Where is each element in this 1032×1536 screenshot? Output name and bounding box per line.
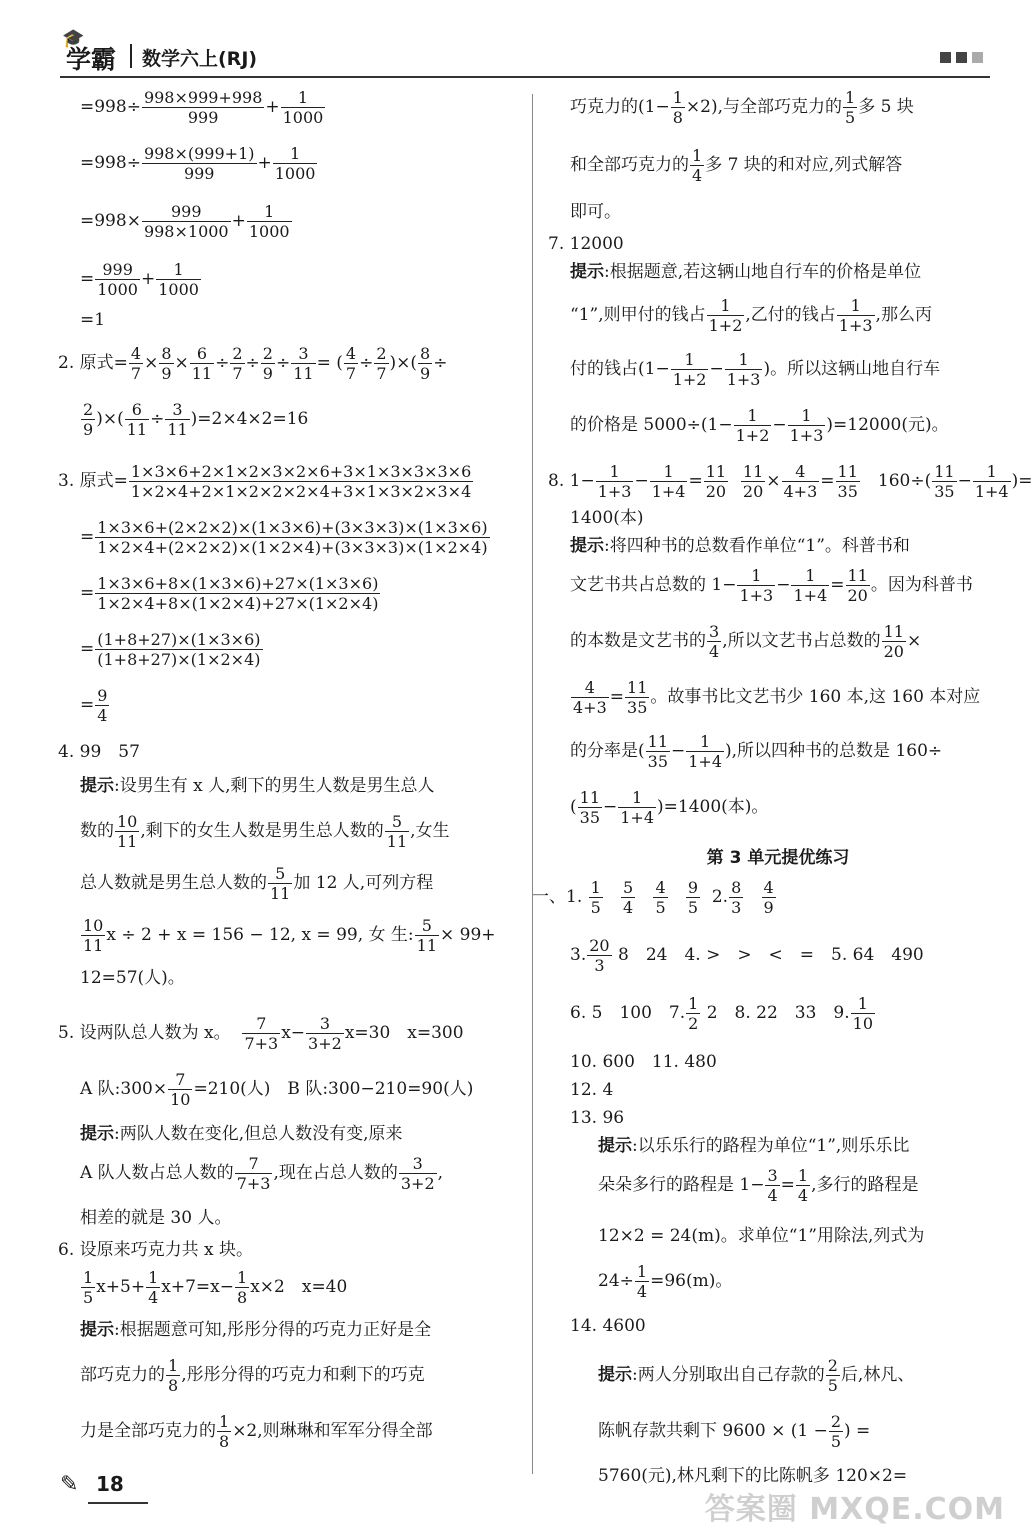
question-8: 8. 1− $\frac{1}{1+3}$ − $\frac{1}{1+4}$ = $\frac{11}{20}$ $\frac{11}{20}$ × $\frac{4}{4+3}$ = $\frac{11}{35}$ 160÷( $\frac{11}{35}$ − $\frac{1}{1+4}$ )= <box>548 462 1032 501</box>
hint-line: 文艺书共占总数的 1− $\frac{1}{1+3}$ − $\frac{1}{1+4}$ = $\frac{11}{20}$ 。因为科普书 <box>570 566 973 605</box>
hint-line: 陈帆存款共剩下 9600 × (1 − $\frac{2}{5}$ ) = <box>598 1412 871 1451</box>
calc-line: $\frac{1}{5}$ x+5+ $\frac{1}{4}$ x+7=x− $\frac{1}{8}$ x×2 x=40 <box>83 1268 348 1307</box>
fraction: $\frac{1}{1000}$ <box>282 88 324 127</box>
hint-line: 的本数是文艺书的 $\frac{3}{4}$ ,所以文艺书占总数的 $\frac{11}{20}$ × <box>570 622 922 661</box>
pencil-icon: ✎ <box>60 1472 79 1497</box>
question-2-cont: $\frac{2}{9}$ )×( $\frac{6}{11}$ ÷ $\frac{3}{11}$ )=2×4×2=16 <box>83 400 309 439</box>
hint-line: 的价格是 5000÷(1− $\frac{1}{1+2}$ − $\frac{1}{1+3}$ )=12000(元)。 <box>570 406 949 445</box>
header-square-icon <box>956 52 967 63</box>
answer-line: 14. 4600 <box>570 1316 646 1336</box>
footer-rule <box>88 1502 148 1504</box>
hint: 提示:设男生有 x 人,剩下的男生人数是男生总人 <box>80 776 435 796</box>
question-4: 4. 99 57 <box>58 742 140 762</box>
hint-line: 和全部巧克力的 $\frac{1}{4}$ 多 7 块的和对应,列式解答 <box>570 146 903 185</box>
calc-line: =998÷ $\frac{998\times 999+998}{999}$ + $\frac{1}{1000}$ <box>80 88 324 127</box>
header-rule <box>60 76 990 78</box>
header-divider <box>130 44 132 68</box>
answer-line: 12. 4 <box>570 1080 614 1100</box>
answer-line: 3. $\frac{20}{3}$ 8 24 4. > > < = 5. 64 490 <box>570 936 924 975</box>
page-header <box>60 28 990 78</box>
hint-line: 部巧克力的 $\frac{1}{8}$ ,彤彤分得的巧克力和剩下的巧克 <box>80 1356 425 1395</box>
hint-line: 巧克力的(1− $\frac{1}{8}$ ×2),与全部巧克力的 $\frac{1}{5}$ 多 5 块 <box>570 88 914 127</box>
graduation-cap-icon: 🎓 <box>62 28 85 49</box>
hint-line: 朵朵多行的路程是 1− $\frac{3}{4}$ = $\frac{1}{4}$ ,多行的路程是 <box>598 1166 919 1205</box>
hint-line: “1”,则甲付的钱占 $\frac{1}{1+2}$ ,乙付的钱占 $\frac{1}{1+3}$ ,那么丙 <box>570 296 932 335</box>
book-title: 数学六上(RJ) <box>142 48 258 70</box>
hint-line: 24÷ $\frac{1}{4}$ =96(m)。 <box>598 1262 733 1301</box>
answer-line: 13. 96 <box>570 1108 625 1128</box>
fraction: $\frac{1}{1000}$ <box>274 144 316 183</box>
hint-line: A 队人数占总人数的 $\frac{7}{7+3}$ ,现在占总人数的 $\frac{3}{3+2}$ , <box>80 1154 444 1193</box>
page-footer <box>60 1468 160 1508</box>
header-square-icon <box>972 52 983 63</box>
calc-line: = $\frac{1\times 3\times 6+8\times(1\times 3\times 6)+27\times(1\times 3\times 6)}{1\times 2\times 4+8\times(1\times 2\times 4)+27\times(1\times 2\times 4)}$ <box>80 574 379 613</box>
hint-line: 的分率是( $\frac{11}{35}$ − $\frac{1}{1+4}$ ),所以四种书的总数是 160÷ <box>570 732 943 771</box>
question-7: 7. 12000 <box>548 234 624 254</box>
column-divider <box>532 94 533 1474</box>
calc-line: = $\frac{1\times 3\times 6+(2\times 2\times 2)\times(1\times 3\times 6)+(3\times 3\times 3)\times(1\times 3\times 6)}{1\times 2\times 4+(2\times 2\times 2)\times(1\times 2\times 4)+(3\times 3\times 3)\times(1\times 2\times 4)}$ <box>80 518 488 557</box>
hint-line: $\frac{10}{11}$ x ÷ 2 + x = 156 − 12, x = 99, 女 生: $\frac{5}{11}$ × 99+ <box>83 916 496 955</box>
fraction: $\frac{998\times(999+1)}{999}$ <box>143 144 255 183</box>
hint: 提示:根据题意可知,彤彤分得的巧克力正好是全 <box>80 1320 432 1340</box>
hint: 提示:两人分别取出自己存款的 $\frac{2}{5}$ 后,林凡、 <box>598 1356 915 1395</box>
hint-line: ( $\frac{11}{35}$ − $\frac{1}{1+4}$ )=1400(本)。 <box>570 788 769 827</box>
calc-line: =998× $\frac{999}{998\times 1000}$ + $\frac{1}{1000}$ <box>80 202 290 241</box>
calc-line: = $\frac{999}{1000}$ + $\frac{1}{1000}$ <box>80 260 199 299</box>
calc-line: =998÷ $\frac{998\times(999+1)}{999}$ + $\frac{1}{1000}$ <box>80 144 316 183</box>
calc-line: =1 <box>80 310 106 330</box>
fraction: $\frac{999}{1000}$ <box>97 260 138 299</box>
calc-line: A 队:300× $\frac{7}{10}$ =210(人) B 队:300−210=90(人) <box>80 1070 474 1109</box>
brand-logo <box>62 28 117 76</box>
calc-line: = $\frac{(1+8+27)\times(1\times 3\times 6)}{(1+8+27)\times(1\times 2\times 4)}$ <box>80 630 261 669</box>
question-6: 6. 设原来巧克力共 x 块。 <box>58 1240 254 1260</box>
section-title: 第 3 单元提优练习 <box>706 848 850 868</box>
hint-line: 力是全部巧克力的 $\frac{1}{8}$ ×2,则琳琳和军军分得全部 <box>80 1412 433 1451</box>
hint: 提示:根据题意,若这辆山地自行车的价格是单位 <box>570 262 922 282</box>
question-5: 5. 设两队总人数为 x。 $\frac{7}{7+3}$ x− $\frac{3}{3+2}$ x=30 x=300 <box>58 1014 464 1053</box>
hint-line: 数的 $\frac{10}{11}$ ,剩下的女生人数是男生总人数的 $\frac{5}{11}$ ,女生 <box>80 812 450 851</box>
calc-line: 1400(本) <box>570 508 644 528</box>
hint-line: 总人数就是男生总人数的 $\frac{5}{11}$ 加 12 人,可列方程 <box>80 864 434 903</box>
hint: 提示:以乐乐行的路程为单位“1”,则乐乐比 <box>598 1136 910 1156</box>
hint-line: $\frac{4}{4+3}$ = $\frac{11}{35}$ 。故事书比文艺书少 160 本,这 160 本对应 <box>573 678 981 717</box>
hint-line: 12=57(人)。 <box>80 968 185 988</box>
hint-line: 12×2 = 24(m)。求单位“1”用除法,列式为 <box>598 1226 925 1246</box>
answer-line: 一、1. $\frac{1}{5}$ $\frac{5}{4}$ $\frac{4}{5}$ $\frac{9}{5}$ 2. $\frac{8}{3}$ $\frac{4}{9}$ <box>532 878 774 917</box>
logo-text: 学霸 <box>66 45 117 74</box>
calc-line: = $\frac{9}{4}$ <box>80 686 108 725</box>
hint-line: 即可。 <box>570 202 621 222</box>
hint: 提示:两队人数在变化,但总人数没有变,原来 <box>80 1124 403 1144</box>
answer-line: 6. 5 100 7. $\frac{1}{2}$ 2 8. 22 33 9. $\frac{1}{10}$ <box>570 994 873 1033</box>
header-square-icon <box>940 52 951 63</box>
right-column <box>532 88 1032 1496</box>
answer-line: 10. 600 11. 480 <box>570 1052 717 1072</box>
question-2: 2. 原式= $\frac{4}{7}$ × $\frac{8}{9}$ × $\frac{6}{11}$ ÷ $\frac{2}{7}$ ÷ $\frac{2}{9}$ ÷ $\frac{3}{11}$ = ( $\frac{4}{7}$ ÷ $\frac{2}{7}$ )×( $\frac{8}{9}$ ÷ <box>58 344 448 383</box>
hint-line: 付的钱占(1− $\frac{1}{1+2}$ − $\frac{1}{1+3}$ )。所以这辆山地自行车 <box>570 350 941 389</box>
left-column <box>58 88 518 1468</box>
hint: 提示:将四种书的总数看作单位“1”。科普书和 <box>570 536 910 556</box>
hint-line: 相差的就是 30 人。 <box>80 1208 232 1228</box>
hint-line: 5760(元),林凡剩下的比陈帆多 120×2= <box>598 1466 908 1486</box>
watermark: 答案圈 MXQE.COM <box>704 1492 1005 1527</box>
fraction: $\frac{1}{1000}$ <box>248 202 290 241</box>
fraction: $\frac{999}{998\times 1000}$ <box>143 202 229 241</box>
page-number: 18 <box>96 1472 124 1496</box>
question-3: 3. 原式= $\frac{1\times 3\times 6+2\times 1\times 2\times 3\times 2\times 6+3\times 1\times 3\times 3\times 3\times 6}{1\times 2\times 4+2\times 1\times 2\times 2\times 2\times 4+3\times 1\times 3\times 2\times 3\times 4}$ <box>58 462 472 501</box>
fraction: $\frac{998\times 999+998}{999}$ <box>143 88 263 127</box>
fraction: $\frac{1}{1000}$ <box>158 260 199 299</box>
